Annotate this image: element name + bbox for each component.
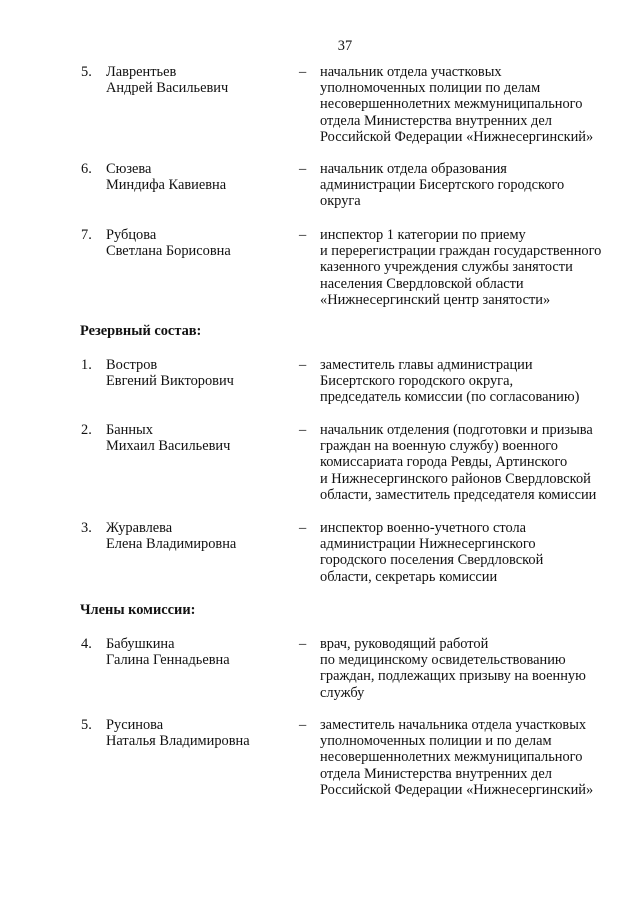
member-name: Банных Михаил Васильевич xyxy=(106,422,231,455)
member-name: Журавлева Елена Владимировна xyxy=(106,520,237,553)
member-number: 5. xyxy=(81,64,92,80)
member-name: Рубцова Светлана Борисовна xyxy=(106,227,231,260)
member-number: 1. xyxy=(81,357,92,373)
reserve-heading: Резервный состав: xyxy=(80,323,202,339)
member-number: 2. xyxy=(81,422,92,438)
dash-separator: – xyxy=(299,717,307,733)
member-name: Сюзева Миндифа Кавиевна xyxy=(106,161,227,194)
member-number: 5. xyxy=(81,717,92,733)
member-name: Русинова Наталья Владимировна xyxy=(106,717,250,750)
member-position: начальник отдела участковых уполномоченных полиции по делам несовершеннолетних межмуниципального отдела Министерства внутренних дел Российской Федерации «Нижнесергинский» xyxy=(320,64,594,145)
member-number: 3. xyxy=(81,520,92,536)
dash-separator: – xyxy=(299,422,307,438)
dash-separator: – xyxy=(299,64,307,80)
member-position: начальник отделения (подготовки и призыва граждан на военную службу) военного комиссариата города Ревды, Артинского и Нижнесергинского районов Свердловской области, заместитель председателя комиссии xyxy=(320,422,597,503)
member-position: начальник отдела образования администрации Бисертского городского округа xyxy=(320,161,565,210)
page-number: 37 xyxy=(337,38,353,54)
member-number: 7. xyxy=(81,227,92,243)
dash-separator: – xyxy=(299,636,307,652)
member-position: инспектор 1 категории по приему и перерегистрации граждан государственного казенного учреждения службы занятости населения Свердловской области «Нижнесергинский центр занятости» xyxy=(320,227,602,308)
member-position: инспектор военно-учетного стола администрации Нижнесергинского городского поселения Свердловской области, секретарь комиссии xyxy=(320,520,544,585)
member-position: заместитель начальника отдела участковых уполномоченных полиции и по делам несовершеннолетних межмуниципального отдела Министерства внутренних дел Российской Федерации «Нижнесергинский» xyxy=(320,717,594,798)
member-name: Бабушкина Галина Геннадьевна xyxy=(106,636,230,669)
member-number: 6. xyxy=(81,161,92,177)
member-position: заместитель главы администрации Бисертского городского округа, председатель комиссии (по согласованию) xyxy=(320,357,580,406)
dash-separator: – xyxy=(299,520,307,536)
member-number: 4. xyxy=(81,636,92,652)
member-position: врач, руководящий работой по медицинскому освидетельствованию граждан, подлежащих призыву на военную службу xyxy=(320,636,586,701)
member-name: Лаврентьев Андрей Васильевич xyxy=(106,64,229,97)
members-heading: Члены комиссии: xyxy=(80,602,196,618)
dash-separator: – xyxy=(299,227,307,243)
member-name: Востров Евгений Викторович xyxy=(106,357,234,390)
dash-separator: – xyxy=(299,357,307,373)
dash-separator: – xyxy=(299,161,307,177)
